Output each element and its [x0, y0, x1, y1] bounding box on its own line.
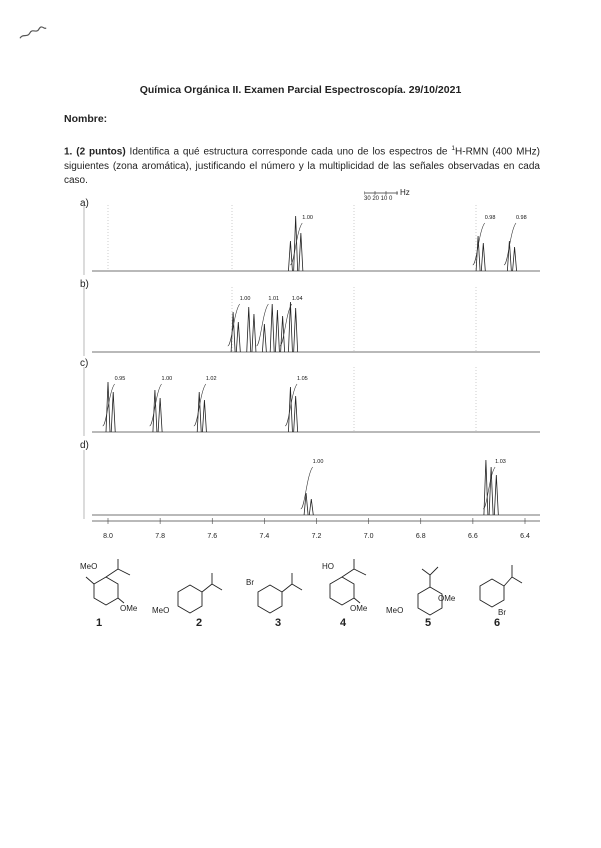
spectrum-b-label: b) — [80, 279, 89, 290]
structure-6-label-br: Br — [498, 608, 506, 617]
structure-2-acetyl — [202, 573, 222, 592]
name-label: Nombre: — [64, 113, 108, 125]
spectrum-d-integral-value: 1.00 — [312, 459, 324, 465]
structures-figure — [80, 555, 580, 617]
question-text-1: Identifica a qué estructura corresponde cada uno de los espectros de — [125, 146, 452, 158]
spectrum-a-integral-value: 0.98 — [515, 215, 527, 221]
spectrum-b-integral-curve — [256, 304, 268, 346]
spectrum-c-integral-value: 1.02 — [205, 376, 217, 382]
spectrum-b-peak — [236, 322, 240, 352]
spectrum-b-integral-value: 1.00 — [239, 296, 251, 302]
structure-1-label-ome: OMe — [120, 604, 138, 613]
ppm-axis-tick-label: 7.8 — [155, 533, 165, 540]
structure-4-acetyl — [342, 559, 366, 577]
structure-4-label-ome: OMe — [350, 604, 368, 613]
structure-4-number: 4 — [340, 617, 347, 629]
hz-scale-unit: Hz — [400, 188, 410, 197]
spectrum-b-peak — [288, 302, 292, 352]
spectrum-d-peak — [309, 499, 313, 515]
spectrum-a-integral-value: 0.98 — [484, 215, 496, 221]
spectrum-c-peak — [294, 396, 298, 432]
ppm-axis-tick-label: 6.8 — [415, 533, 426, 540]
spectrum-c-label: c) — [80, 358, 89, 369]
spectrum-b-peak — [252, 314, 256, 352]
ppm-axis-tick-label: 6.6 — [468, 533, 478, 540]
spectrum-d-peak — [489, 467, 493, 515]
question-text-2: H-RMN (400 MHz) siguientes (zona aromática), justificando el número y la multiplicidad de las señales observadas en cada caso. — [64, 146, 541, 187]
spectrum-a-integral-value: 1.00 — [302, 215, 313, 221]
spectrum-d-label: d) — [80, 440, 89, 451]
spectrum-b-peak — [270, 304, 274, 352]
ppm-axis-tick-label: 7.4 — [259, 533, 270, 540]
spectrum-c-integral-value: 1.00 — [161, 376, 173, 382]
structure-6-acetyl — [504, 565, 522, 586]
structure-2-ring — [178, 585, 202, 613]
spectrum-b-peak — [247, 307, 251, 352]
spectrum-c-peak — [158, 398, 162, 432]
nucleus-mass: 1 — [451, 145, 456, 152]
spectrum-b-peak — [231, 312, 235, 352]
structure-5-acetyl — [422, 567, 438, 587]
ppm-axis-tick-label: 7.0 — [363, 533, 374, 540]
ppm-axis-tick-label: 8.0 — [103, 533, 113, 540]
spectrum-c-peak — [197, 392, 201, 432]
structure-3-number: 3 — [275, 617, 282, 629]
structure-1-ome-top — [86, 577, 94, 584]
question-points: (2 puntos) — [76, 146, 126, 158]
hz-scale-ticks: 30 20 10 0 — [364, 196, 393, 202]
spectrum-a-peak — [481, 243, 485, 271]
spectrum-b-integral-value: 1.04 — [291, 296, 303, 302]
structure-5-label-meo: MeO — [386, 606, 404, 615]
structure-3-ring — [258, 585, 282, 613]
spectrum-c-peak — [153, 390, 157, 432]
structure-1-ome-bottom — [118, 598, 124, 603]
structure-5-number: 5 — [425, 617, 432, 629]
spectrum-b-peak — [294, 308, 298, 352]
spectrum-b-peak — [275, 310, 279, 352]
structure-4-ome — [354, 598, 360, 603]
structure-4-label-ho: HO — [322, 562, 334, 571]
spectrum-c-peak — [202, 400, 206, 432]
structure-4-ring — [330, 577, 354, 605]
spectrum-d-integral-value: 1.03 — [495, 459, 506, 465]
structure-2-number: 2 — [196, 617, 203, 629]
spectrum-b-peak — [262, 324, 266, 352]
exam-title: Química Orgánica II. Examen Parcial Espectroscopía. 29/10/2021 — [139, 84, 462, 96]
structure-6-ring — [480, 579, 504, 607]
structure-1-label-meo: MeO — [80, 562, 98, 571]
question-number: 1. — [64, 146, 73, 158]
structure-3-label-br: Br — [246, 578, 254, 587]
spectrum-c-integral-value: 0.95 — [114, 376, 126, 382]
spectrum-a-label: a) — [80, 198, 89, 209]
structure-6-number: 6 — [494, 617, 501, 629]
spectrum-b-integral-value: 1.01 — [268, 296, 280, 302]
spectrum-d-peak — [494, 475, 498, 515]
spectrum-a-peak — [294, 216, 298, 271]
spectrum-c-integral-value: 1.05 — [297, 376, 308, 382]
spectrum-c-peak — [111, 392, 115, 432]
structure-5-label-ome: OMe — [438, 594, 456, 603]
spectrum-c-peak — [288, 387, 292, 432]
spectrum-a-peak — [288, 241, 292, 271]
spectrum-a-peak — [299, 233, 303, 271]
structure-3-acetyl — [282, 573, 302, 592]
structure-2-label-meo: MeO — [152, 606, 170, 615]
structure-1-number: 1 — [96, 617, 103, 629]
spectrum-a-peak — [513, 247, 517, 271]
ppm-axis-tick-label: 7.6 — [207, 533, 218, 540]
structure-1-ring — [94, 577, 118, 605]
spectrum-a-integral-curve — [504, 223, 516, 265]
structure-1-acetyl — [106, 559, 130, 577]
ppm-axis-tick-label: 7.2 — [311, 533, 322, 540]
ppm-axis-tick-label: 6.4 — [520, 533, 530, 540]
